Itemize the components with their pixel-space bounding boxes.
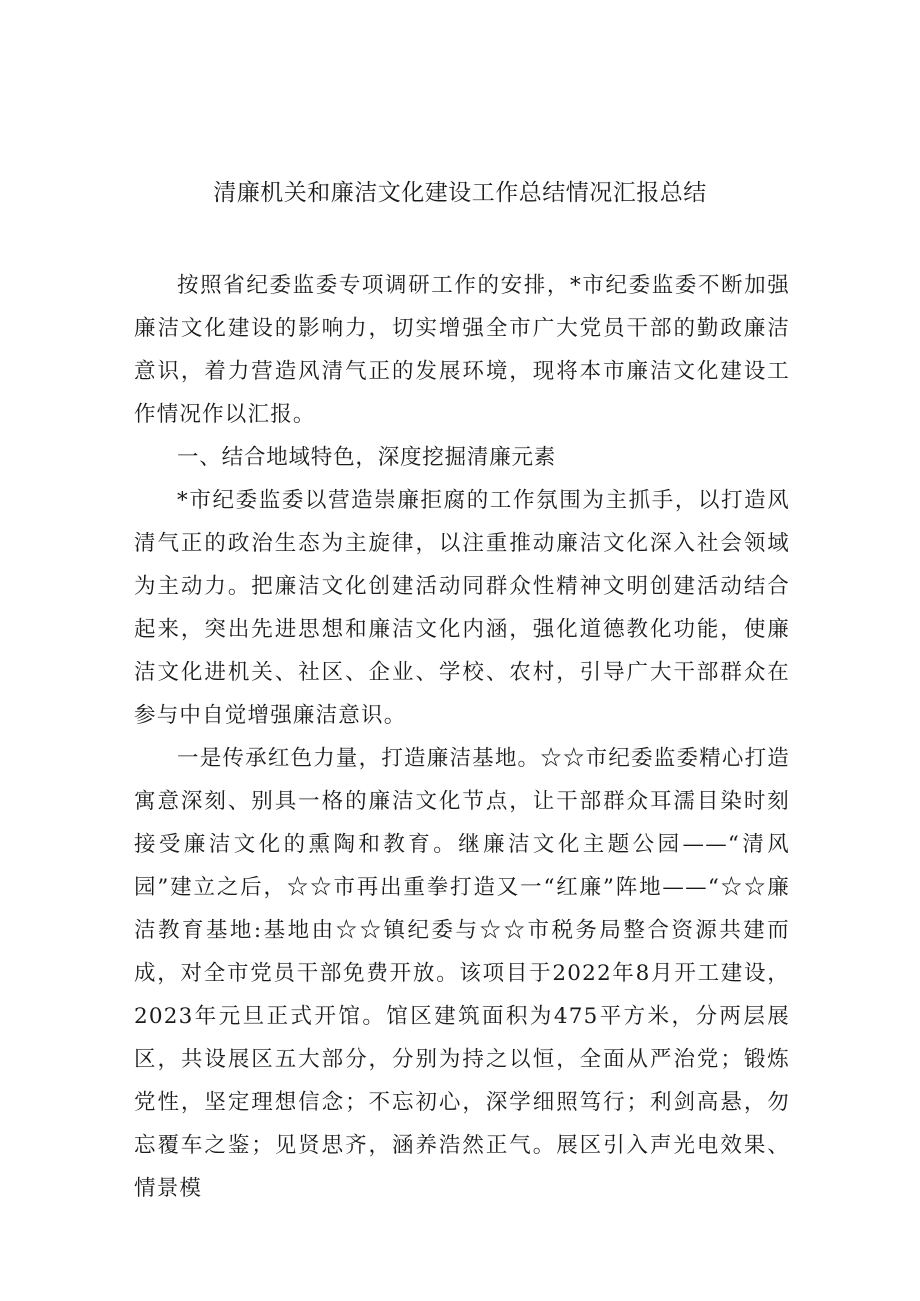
section-1-paragraph: *市纪委监委以营造崇廉拒腐的工作氛围为主抓手，以打造风清气正的政治生态为主旋律，以注重推动廉洁文化深入社会领域为主动力。把廉洁文化创建活动同群众性精神文明创建活动结合起来，突出先进思想和廉洁文化内涵，强化道德教化功能，使廉洁文化进机关、社区、企业、学校、农村，引导广大干部群众在参与中自觉增强廉洁意识。 <box>134 488 790 728</box>
section-1-item-1-paragraph: 一是传承红色力量，打造廉洁基地。☆☆市纪委监委精心打造寓意深刻、别具一格的廉洁文化节点，让干部群众耳濡目染时刻接受廉洁文化的熏陶和教育。继廉洁文化主题公园——“清风园”建立之后，☆☆市再出重拳打造又一“红廉”阵地——“☆☆廉洁教育基地:基地由☆☆镇纪委与☆☆市税务局整合资源共建而成，对全市党员干部免费开放。该项目于2022年8月开工建设，2023年元旦正式开馆。馆区建筑面积为475平方米，分两层展区，共设展区五大部分，分别为持之以恒，全面从严治党；锻炼党性，坚定理想信念；不忘初心，深学细照笃行；利剑高悬，勿忘覆车之鉴；见贤思齐，涵养浩然正气。展区引入声光电效果、情景模 <box>134 746 790 1201</box>
section-heading-1: 一、结合地域特色，深度挖掘清廉元素 <box>177 445 557 470</box>
document-title: 清廉机关和廉洁文化建设工作总结情况汇报总结 <box>213 180 707 206</box>
document-body <box>134 264 790 1210</box>
intro-paragraph: 按照省纪委监委专项调研工作的安排，*市纪委监委不断加强廉洁文化建设的影响力，切实增强全市广大党员干部的勤政廉洁意识，着力营造风清气正的发展环境，现将本市廉洁文化建设工作情况作以汇报。 <box>134 273 790 427</box>
